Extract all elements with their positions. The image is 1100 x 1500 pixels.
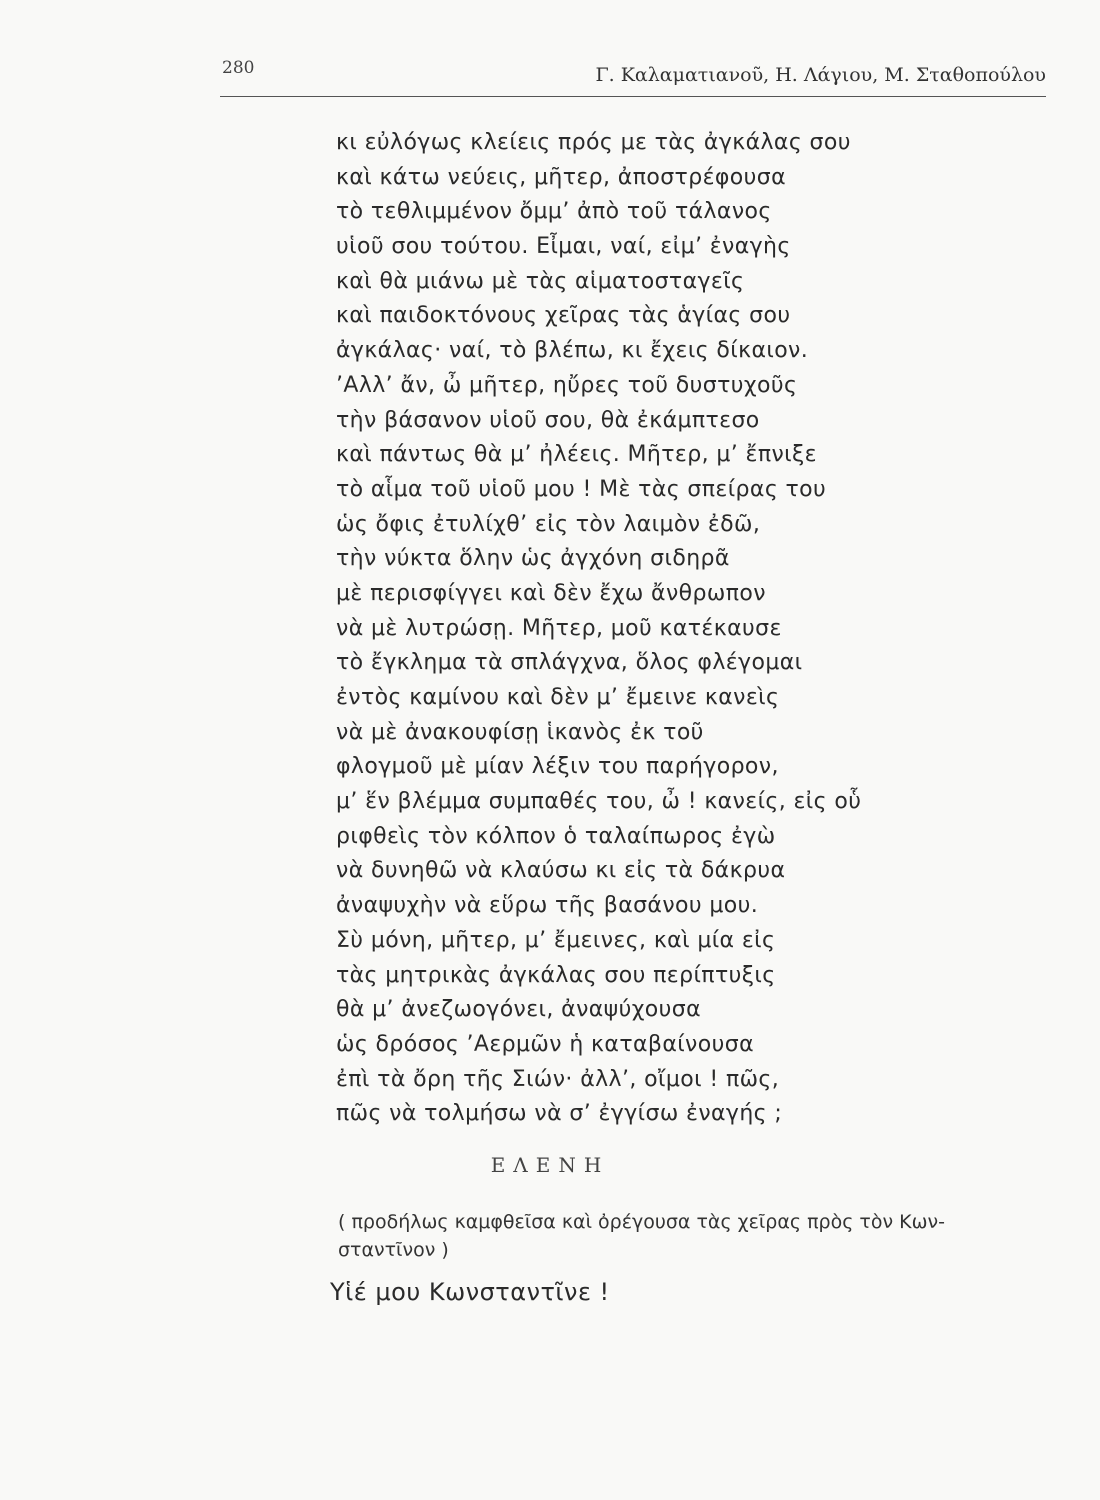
verse-line: ἐντὸς καμίνου καὶ δὲν μ’ ἔμεινε κανεὶς	[336, 685, 780, 710]
running-title: Γ. Καλαματιανοῦ, Η. Λάγιου, Μ. Σταθοπούλου	[595, 64, 1046, 86]
verse-line: υἱοῦ σου τούτου. Εἶμαι, ναί, εἰμ’ ἐναγὴς	[336, 234, 791, 260]
dialogue-line: Υἱέ μου Κωνσταντῖνε !	[330, 1278, 610, 1306]
verse-line: νὰ δυνηθῶ νὰ κλαύσω κι εἰς τὰ δάκρυα	[336, 858, 786, 884]
verse-line: τὸ αἷμα τοῦ υἱοῦ μου ! Μὲ τὰς σπείρας του	[336, 476, 827, 502]
page-header	[222, 58, 1046, 94]
speaker-name: ΕΛΕΝΗ	[490, 1153, 610, 1177]
verse-line: ἀναψυχὴν νὰ εὕρω τῆς βασάνου μου.	[336, 893, 759, 919]
verse-line: μ’ ἕν βλέμμα συμπαθές του, ὦ ! κανείς, εἰς οὗ	[336, 789, 862, 815]
verse-line: νὰ μὲ ἀνακουφίσῃ ἱκανὸς ἐκ τοῦ	[336, 719, 704, 745]
header-rule	[220, 96, 1046, 97]
stage-direction-line: σταντῖνον )	[338, 1239, 449, 1261]
verse-line: ριφθεὶς τὸν κόλπον ὁ ταλαίπωρος ἐγὼ	[336, 823, 776, 849]
verse-block	[336, 126, 936, 1132]
verse-line: καὶ θὰ μιάνω μὲ τὰς αἱματοσταγεῖς	[336, 268, 745, 294]
verse-line: φλογμοῦ μὲ μίαν λέξιν του παρήγορον,	[336, 754, 779, 780]
verse-line: νὰ μὲ λυτρώσῃ. Μῆτερ, μοῦ κατέκαυσε	[336, 615, 782, 641]
verse-line: ἀγκάλας· ναί, τὸ βλέπω, κι ἔχεις δίκαιον.	[336, 338, 809, 364]
verse-line: θὰ μ’ ἀνεζωογόνει, ἀναψύχουσα	[336, 997, 702, 1023]
verse-line: τὸ τεθλιμμένον ὄμμ’ ἀπὸ τοῦ τάλανος	[336, 199, 772, 225]
stage-direction	[338, 1208, 1048, 1264]
verse-line: μὲ περισφίγγει καὶ δὲν ἔχω ἄνθρωπον	[336, 580, 766, 606]
page-number: 280	[222, 58, 255, 78]
verse-line: τὸ ἔγκλημα τὰ σπλάγχνα, ὅλος φλέγομαι	[336, 650, 803, 676]
stage-direction-line: ( προδήλως καμφθεῖσα καὶ ὀρέγουσα τὰς χεῖρας πρὸς τὸν Κων-	[338, 1211, 945, 1233]
verse-line: πῶς νὰ τολμήσω νὰ σ’ ἐγγίσω ἐναγής ;	[336, 1101, 783, 1127]
verse-line: Σὺ μόνη, μῆτερ, μ’ ἔμεινες, καὶ μία εἰς	[336, 927, 776, 953]
verse-line: ὡς ὄφις ἐτυλίχθ’ εἰς τὸν λαιμὸν ἐδῶ,	[336, 511, 761, 537]
verse-line: τὰς μητρικὰς ἀγκάλας σου περίπτυξις	[336, 962, 776, 988]
verse-line: ὡς δρόσος ’Αερμῶν ἡ καταβαίνουσα	[336, 1031, 754, 1057]
verse-line: καὶ πάντως θὰ μ’ ἠλέεις. Μῆτερ, μ’ ἔπνιξε	[336, 442, 817, 468]
verse-line: ἐπὶ τὰ ὄρη τῆς Σιών· ἀλλ’, οἴμοι ! πῶς,	[336, 1066, 780, 1092]
verse-line: κι εὐλόγως κλείεις πρός με τὰς ἀγκάλας σου	[336, 130, 851, 155]
verse-line: ’Αλλ’ ἄν, ὦ μῆτερ, ηὔρες τοῦ δυστυχοῦς	[336, 372, 798, 398]
verse-line: καὶ παιδοκτόνους χεῖρας τὰς ἁγίας σου	[336, 303, 791, 329]
verse-line: τὴν βάσανον υἱοῦ σου, θὰ ἐκάμπτεσο	[336, 407, 760, 433]
verse-line: καὶ κάτω νεύεις, μῆτερ, ἀποστρέφουσα	[336, 164, 787, 190]
verse-line: τὴν νύκτα ὅλην ὡς ἀγχόνη σιδηρᾶ	[336, 546, 730, 572]
